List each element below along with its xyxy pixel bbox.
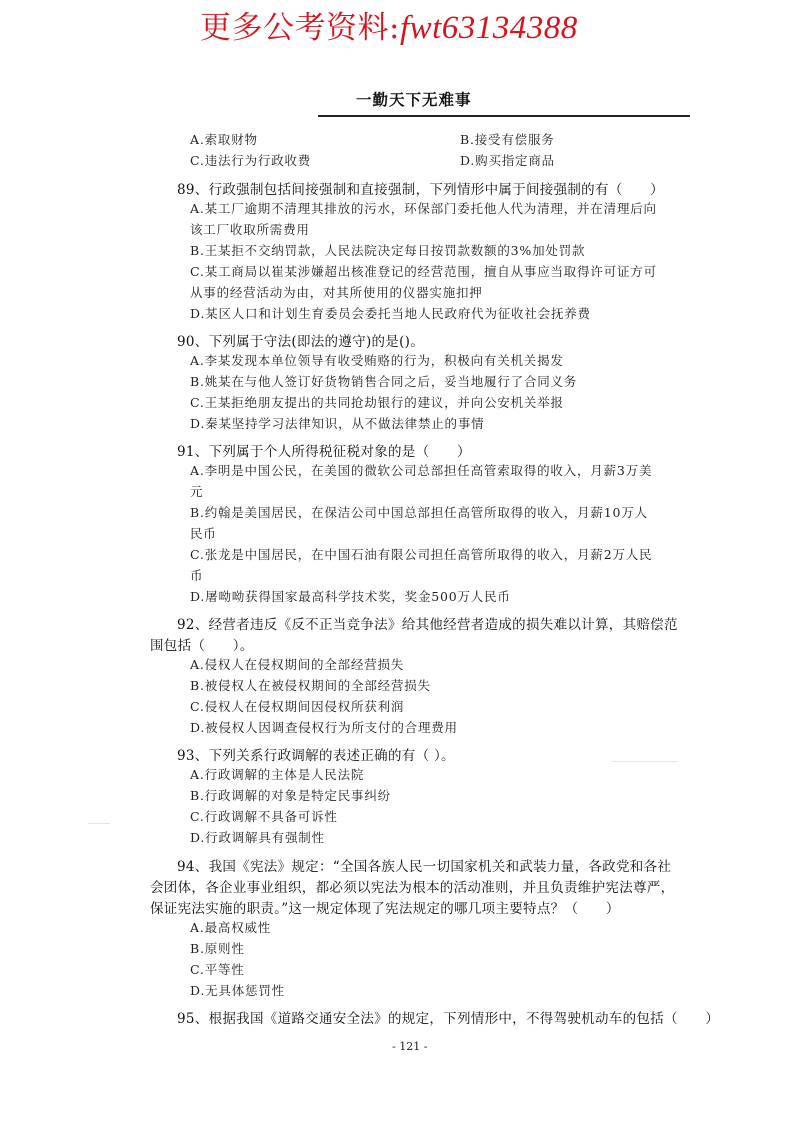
- bleed-through-mark: ＿＿＿＿＿＿: [612, 750, 678, 763]
- question-91-option: 币: [190, 568, 204, 583]
- question-91-option: A.李明是中国公民，在美国的微软公司总部担任高管索取得的收入，月薪3万美: [190, 463, 653, 478]
- question-93-option: C.行政调解不具备可诉性: [190, 809, 338, 824]
- question-94-option: D.无具体惩罚性: [190, 983, 285, 998]
- question-94-stem-cont: 保证宪法实施的职责。”这一规定体现了宪法规定的哪几项主要特点？（ ）: [150, 901, 620, 917]
- watermark-suffix: fwt63134388: [399, 10, 578, 46]
- bleed-through-mark: ＿＿: [88, 812, 110, 825]
- question-91-option: B.约翰是美国居民，在保洁公司中国总部担任高管所取得的收入，月薪10万人: [190, 505, 648, 520]
- question-90-stem: 90、下列属于守法(即法的遵守)的是()。: [177, 334, 425, 350]
- question-92-stem-cont: 围包括（ ）。: [150, 638, 254, 654]
- header-rule: [318, 115, 690, 117]
- top-option-c: C.违法行为行政收费: [190, 153, 312, 168]
- question-92-option: C.侵权人在侵权期间因侵权所获利润: [190, 699, 405, 714]
- question-92-option: D.被侵权人因调查侵权行为所支付的合理费用: [190, 720, 458, 735]
- question-91-option: C.张龙是中国居民，在中国石油有限公司担任高管所取得的收入，月薪2万人民: [190, 547, 653, 562]
- question-90-option: B.姚某在与他人签订好货物销售合同之后，妥当地履行了合同义务: [190, 374, 578, 389]
- question-95-stem: 95、根据我国《道路交通安全法》的规定，下列情形中，不得驾驶机动车的包括（ ）: [177, 1011, 720, 1027]
- top-option-d: D.购买指定商品: [460, 153, 555, 168]
- page-header-title: 一勤天下无难事: [356, 90, 472, 109]
- question-92-option: B.被侵权人在被侵权期间的全部经营损失: [190, 678, 431, 693]
- question-89-option: 该工厂收取所需费用: [190, 222, 310, 237]
- question-89-option: A.某工厂逾期不清理其排放的污水，环保部门委托他人代为清理，并在清理后向: [190, 201, 657, 216]
- question-89-option: D.某区人口和计划生育委员会委托当地人民政府代为征收社会抚养费: [190, 306, 591, 321]
- question-93-stem: 93、下列关系行政调解的表述正确的有（ ）。: [177, 748, 455, 764]
- question-91-option: 民币: [190, 526, 217, 541]
- question-93-option: D.行政调解具有强制性: [190, 830, 325, 845]
- question-94-option: B.原则性: [190, 941, 245, 956]
- question-91-stem: 91、下列属于个人所得税征税对象的是（ ）: [177, 444, 471, 460]
- page-number: - 121 -: [392, 1040, 428, 1053]
- question-89-option: 从事的经营活动为由，对其所使用的仪器实施扣押: [190, 285, 483, 300]
- question-94-stem-cont: 会团体，各企业事业组织，都必须以宪法为根本的活动准则，并且负责维护宪法尊严，: [150, 880, 675, 896]
- question-92-option: A.侵权人在侵权期间的全部经营损失: [190, 657, 405, 672]
- question-94-stem: 94、我国《宪法》规定：“全国各族人民一切国家机关和武装力量，各政党和各社: [177, 859, 672, 875]
- question-93-option: A.行政调解的主体是人民法院: [190, 767, 365, 782]
- question-94-option: C.平等性: [190, 962, 245, 977]
- watermark-prefix: 更多公考资料:: [200, 10, 400, 46]
- question-90-option: C.王某拒绝朋友提出的共同抢劫银行的建议，并向公安机关举报: [190, 395, 564, 410]
- top-option-b: B.接受有偿服务: [460, 132, 555, 147]
- question-89-stem: 89、行政强制包括间接强制和直接强制，下列情形中属于间接强制的有（ ）: [177, 182, 664, 198]
- question-90-option: D.秦某坚持学习法律知识，从不做法律禁止的事情: [190, 416, 485, 431]
- question-91-option: D.屠呦呦获得国家最高科学技术奖，奖金500万人民币: [190, 589, 511, 604]
- question-89-option: C.某工商局以崔某涉嫌超出核准登记的经营范围，擅自从事应当取得许可证方可: [190, 264, 657, 279]
- question-91-option: 元: [190, 484, 204, 499]
- question-89-option: B.王某拒不交纳罚款，人民法院决定每日按罚款数额的3%加处罚款: [190, 243, 586, 258]
- question-94-option: A.最高权威性: [190, 920, 272, 935]
- question-92-stem: 92、经营者违反《反不正当竞争法》给其他经营者造成的损失难以计算，其赔偿范: [177, 617, 678, 633]
- top-option-a: A.索取财物: [190, 132, 258, 147]
- watermark: [200, 2, 578, 47]
- question-90-option: A.李某发现本单位领导有收受贿赂的行为，积极向有关机关揭发: [190, 353, 564, 368]
- question-93-option: B.行政调解的对象是特定民事纠纷: [190, 788, 391, 803]
